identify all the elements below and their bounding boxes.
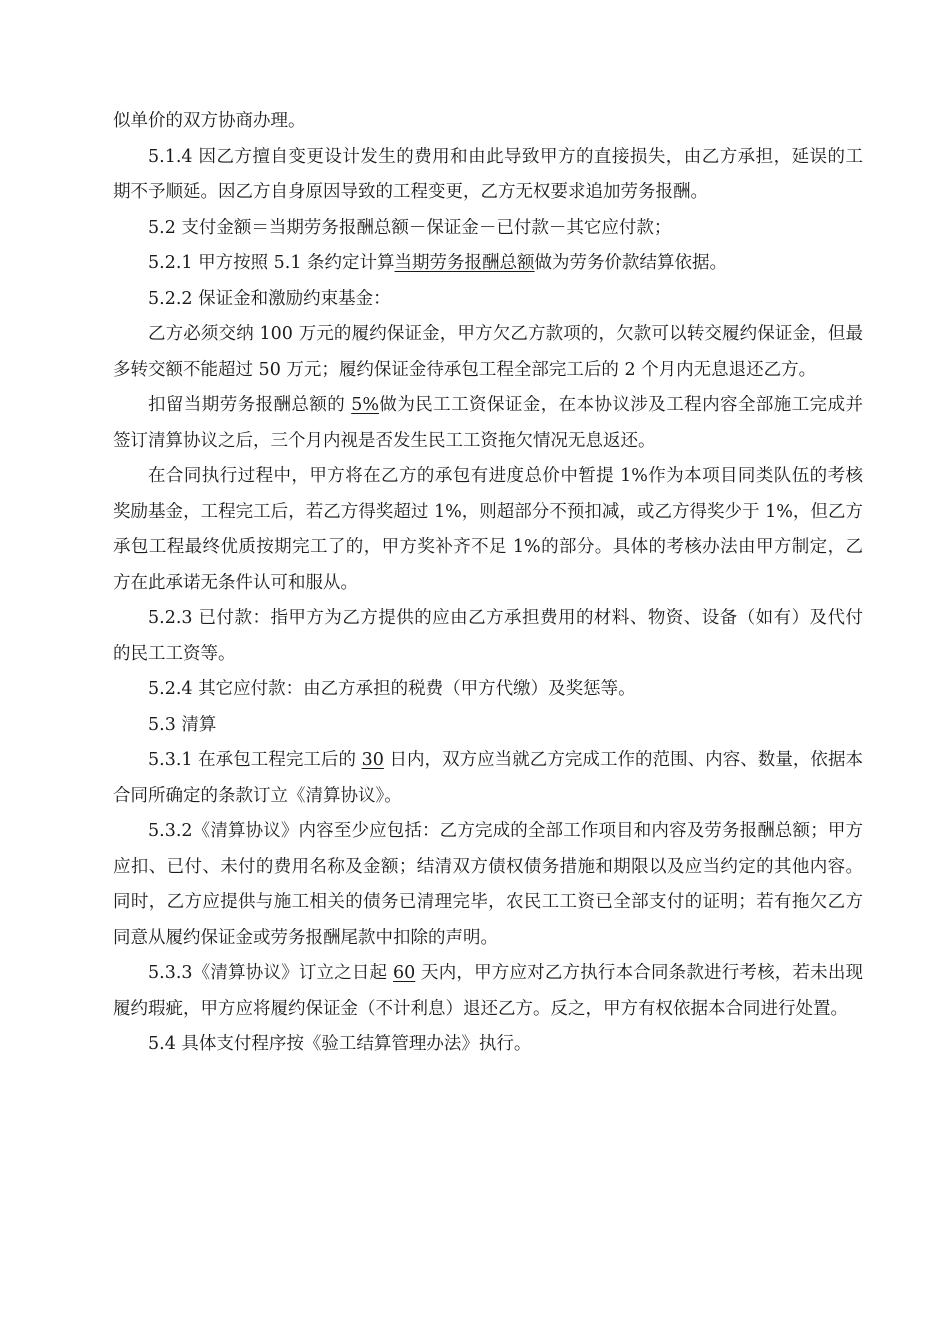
underlined-days: 30 [361, 750, 384, 770]
text-segment: 5.2.1 甲方按照 5.1 条约定计算 [148, 253, 395, 273]
text-segment: 在合同执行过程中，甲方将在乙方的承包有进度总价中暂提 1%作为本项目同类队伍的考核奖励基金，工程完工后，若乙方得奖超过 1%，则超部分不预扣减，或乙方得奖少于 1%，但乙方承包工程最终优质按期完工了的，甲方奖补齐不足 1%的部分。具体的考核办法由甲方制定，乙方在此承诺无条件认可和服从。 [113, 466, 863, 593]
paragraph-wage-deposit [113, 388, 863, 459]
paragraph-performance-bond [113, 317, 863, 388]
clause-5-4 [113, 1027, 863, 1063]
text-segment: 5.3 清算 [148, 714, 217, 735]
paragraph-continuation [113, 104, 863, 140]
underlined-days: 60 [393, 963, 416, 983]
clause-5-2-1 [113, 246, 863, 282]
clause-5-3-2 [113, 814, 863, 956]
document-body [113, 104, 863, 1063]
text-segment: 做为民工工资保证金，在本协议涉及工程内容全部施工完成并签订清算协议之后，三个月内视是否发生民工工资拖欠情况无息返还。 [113, 395, 864, 451]
text-segment: 5.2.2 保证金和激励约束基金： [148, 288, 391, 309]
clause-5-1-4 [113, 140, 863, 211]
text-segment: 日内，双方应当就乙方完成工作的范围、内容、数量，依据本合同所确定的条款订立《清算协议》。 [113, 750, 864, 806]
clause-5-3-1 [113, 743, 863, 814]
text-segment: 5.2.4 其它应付款：由乙方承担的税费（甲方代缴）及奖惩等。 [148, 679, 636, 699]
clause-5-3-3 [113, 956, 863, 1027]
text-segment: 5.1.4 因乙方擅自变更设计发生的费用和由此导致甲方的直接损失，由乙方承担，延误的工期不予顺延。因乙方自身原因导致的工程变更，乙方无权要求追加劳务报酬。 [113, 146, 863, 202]
text-segment: 做为劳务价款结算依据。 [534, 253, 728, 273]
text-segment: 5.3.2《清算协议》内容至少应包括：乙方完成的全部工作项目和内容及劳务报酬总额；甲方应扣、已付、未付的费用名称及金额；结清双方债权债务措施和期限以及应当约定的其他内容。同时，乙方应提供与施工相关的债务已清理完毕，农民工工资已全部支付的证明；若有拖欠乙方同意从履约保证金或劳务报酬尾款中扣除的声明。 [113, 821, 863, 948]
clause-5-2-2 [113, 282, 863, 318]
text-segment: 5.2 支付金额＝当期劳务报酬总额－保证金－已付款－其它应付款； [148, 217, 672, 238]
text-segment: 5.3.3《清算协议》订立之日起 [148, 963, 394, 983]
paragraph-incentive-fund [113, 459, 863, 601]
clause-5-2-3 [113, 601, 863, 672]
underlined-percent: 5% [351, 395, 379, 415]
clause-5-3 [113, 708, 863, 744]
text-segment: 5.4 具体支付程序按《验工结算管理办法》执行。 [148, 1034, 532, 1054]
text-segment: 5.2.3 已付款：指甲方为乙方提供的应由乙方承担费用的材料、物资、设备（如有）及代付的民工工资等。 [113, 608, 863, 664]
clause-5-2 [113, 211, 863, 247]
text-segment: 乙方必须交纳 100 万元的履约保证金，甲方欠乙方款项的，欠款可以转交履约保证金，但最多转交额不能超过 50 万元；履约保证金待承包工程全部完工后的 2 个月内无息退还乙方。 [113, 324, 863, 380]
text-segment: 扣留当期劳务报酬总额的 [148, 395, 352, 415]
text-segment: 天内，甲方应对乙方执行本合同条款进行考核，若未出现履约瑕疵，甲方应将履约保证金（不计利息）退还乙方。反之，甲方有权依据本合同进行处置。 [113, 963, 864, 1019]
text-segment: 似单价的双方协商办理。 [113, 111, 306, 131]
text-segment: 5.3.1 在承包工程完工后的 [148, 750, 362, 770]
underlined-term: 当期劳务报酬总额 [394, 253, 535, 273]
clause-5-2-4 [113, 672, 863, 708]
